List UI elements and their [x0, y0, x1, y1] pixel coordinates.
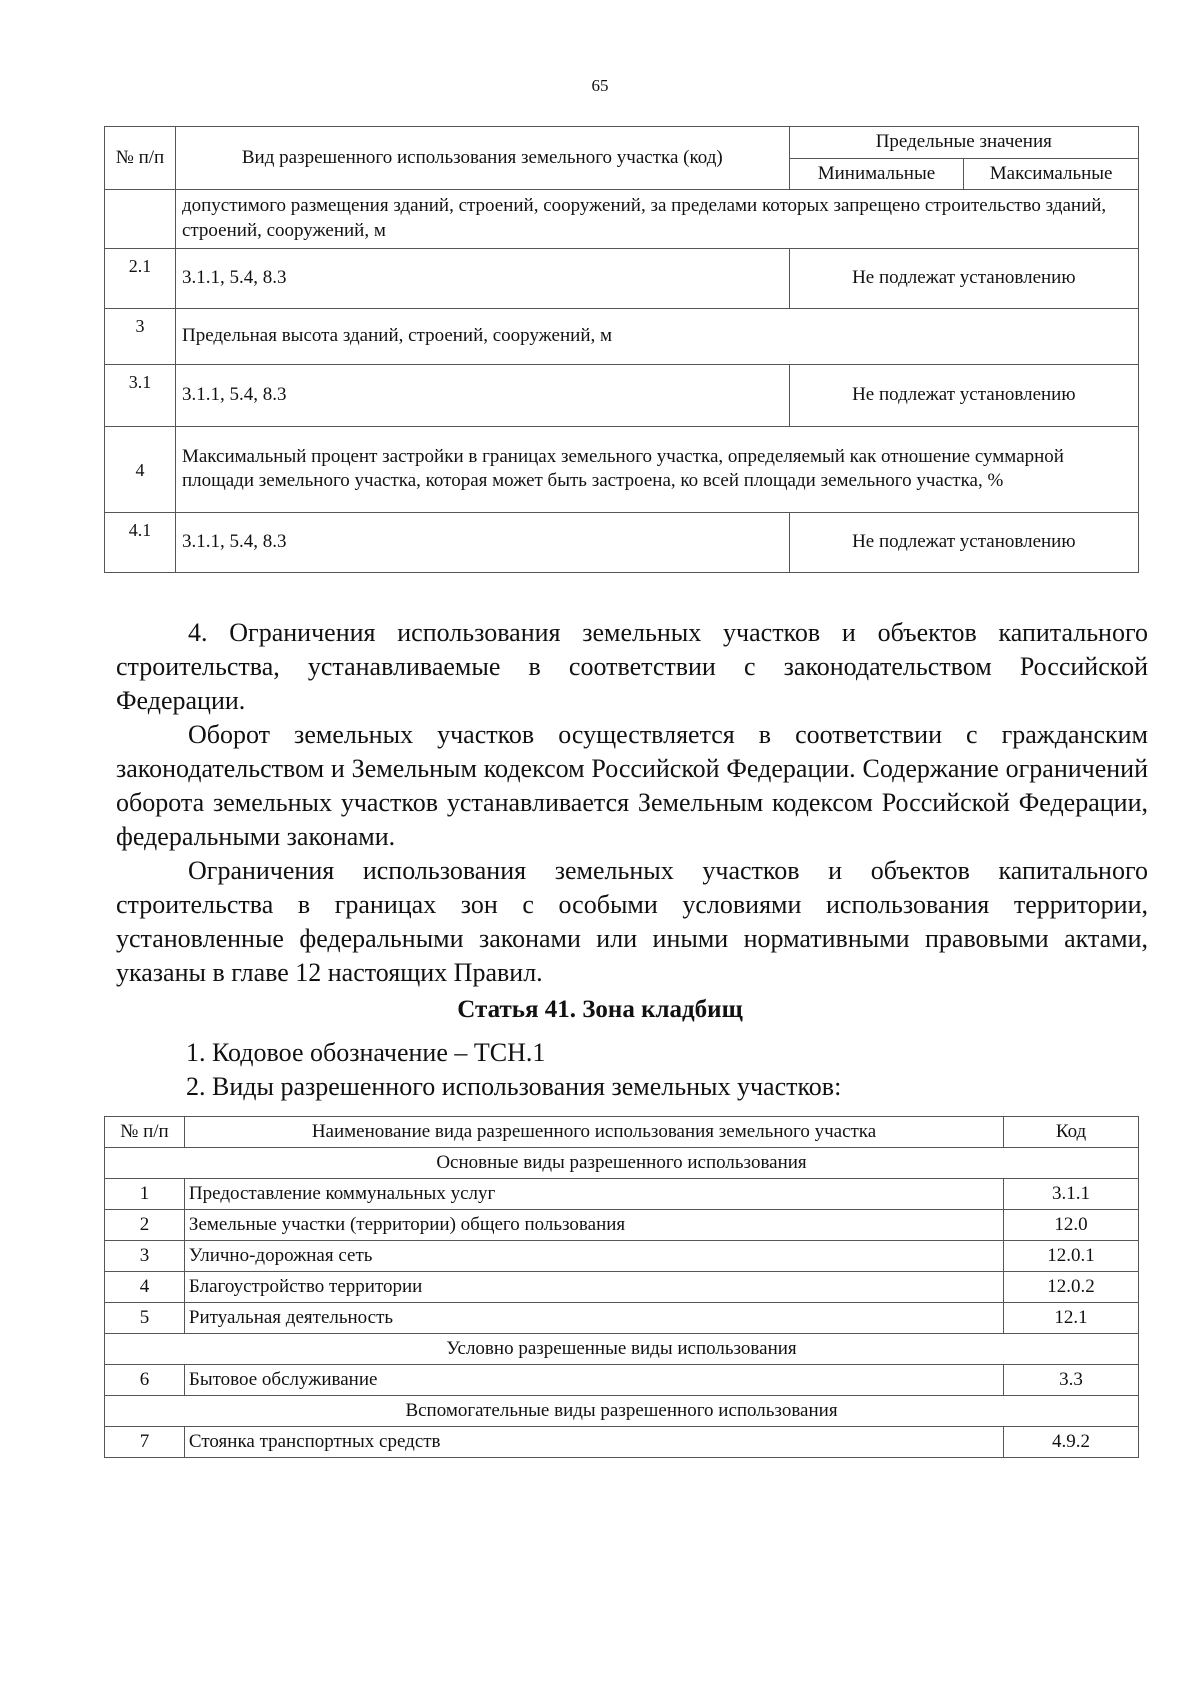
table-row: [105, 190, 1139, 248]
row-codes: 3.1.1, 5.4, 8.3: [175, 512, 789, 572]
row-name: Бытовое обслуживание: [184, 1365, 1003, 1396]
row-codes: 3.1.1, 5.4, 8.3: [175, 364, 789, 426]
row-name: Предоставление коммунальных услуг: [184, 1179, 1003, 1210]
table-row: [105, 1365, 1139, 1396]
limits-table: [104, 126, 1139, 573]
table-row: [105, 1241, 1139, 1272]
row-name: Земельные участки (территории) общего пользования: [184, 1210, 1003, 1241]
page-number: 65: [591, 76, 609, 95]
item-permitted-uses: 2. Виды разрешенного использования земельных участков:: [186, 1072, 842, 1101]
col-code-header: Код: [1004, 1117, 1139, 1148]
table-row: [105, 1303, 1139, 1334]
section-title: Вспомогательные виды разрешенного использования: [105, 1396, 1139, 1427]
table-row: [105, 426, 1139, 512]
table-row: [105, 1179, 1139, 1210]
row-number: 2: [105, 1210, 185, 1241]
row-codes: 3.1.1, 5.4, 8.3: [175, 248, 789, 308]
row-code: 12.1: [1004, 1303, 1139, 1334]
row-number: 7: [105, 1427, 185, 1458]
row-code: 12.0: [1004, 1210, 1139, 1241]
row-number: 3.1: [105, 364, 176, 426]
row-number: 5: [105, 1303, 185, 1334]
item-code-designation: 1. Кодовое обозначение – ТСН.1: [186, 1038, 546, 1067]
row-number: 4.1: [105, 512, 176, 572]
article-items: [186, 1036, 1136, 1104]
section-row: [105, 1396, 1139, 1427]
row-name: Благоустройство территории: [184, 1272, 1003, 1303]
row-number: 3: [105, 1241, 185, 1272]
row-name: Ритуальная деятельность: [184, 1303, 1003, 1334]
col-min-header: Минимальные: [789, 158, 964, 190]
paragraph: Оборот земельных участков осуществляется в соответствии с гражданским законодательством и Земельным кодексом Российской Федерации. Содержание ограничений оборота земельных участков устанавливается Земельным кодексом Российской Федерации, федеральными законами.: [116, 720, 1148, 851]
row-code: 4.9.2: [1004, 1427, 1139, 1458]
body-text: [116, 616, 1148, 990]
permitted-uses-table: [104, 1116, 1139, 1458]
row-name: Стоянка транспортных средств: [184, 1427, 1003, 1458]
table-row: [105, 1210, 1139, 1241]
paragraph: 4. Ограничения использования земельных участков и объектов капитального строительства, устанавливаемые в соответствии с законодательством Российской Федерации.: [116, 618, 1148, 715]
paragraph: Ограничения использования земельных участков и объектов капитального строительства в границах зон с особыми условиями использования территории, установленные федеральными законами или иными нормативными правовыми актами, указаны в главе 12 настоящих Правил.: [116, 856, 1148, 987]
section-row: [105, 1148, 1139, 1179]
table-row: [105, 364, 1139, 426]
row-number: [105, 190, 176, 248]
col-num-header: № п/п: [105, 1117, 185, 1148]
row-number: 2.1: [105, 248, 176, 308]
row-number: 1: [105, 1179, 185, 1210]
table-row: [105, 308, 1139, 364]
section-title: Основные виды разрешенного использования: [105, 1148, 1139, 1179]
limits-table-body: [105, 190, 1139, 572]
row-number: 4: [105, 426, 176, 512]
col-type-header: Вид разрешенного использования земельного участка (код): [175, 127, 789, 190]
row-description: Предельная высота зданий, строений, сооружений, м: [175, 308, 1138, 364]
row-code: 3.3: [1004, 1365, 1139, 1396]
table-row: [105, 248, 1139, 308]
row-code: 12.0.1: [1004, 1241, 1139, 1272]
row-limit-value: Не подлежат установлению: [789, 248, 1138, 308]
table-row: [105, 1427, 1139, 1458]
permitted-uses-table-body: [105, 1148, 1139, 1458]
col-num-header: № п/п: [105, 127, 176, 190]
col-limits-header: Предельные значения: [789, 127, 1138, 159]
row-limit-value: Не подлежат установлению: [789, 512, 1138, 572]
row-limit-value: Не подлежат установлению: [789, 364, 1138, 426]
row-number: 3: [105, 308, 176, 364]
row-description: допустимого размещения зданий, строений, сооружений, за пределами которых запрещено строительство зданий, строений, сооружений, м: [175, 190, 1138, 248]
row-code: 3.1.1: [1004, 1179, 1139, 1210]
col-name-header: Наименование вида разрешенного использования земельного участка: [184, 1117, 1003, 1148]
row-name: Улично-дорожная сеть: [184, 1241, 1003, 1272]
row-number: 6: [105, 1365, 185, 1396]
section-row: [105, 1334, 1139, 1365]
article-title: Статья 41. Зона кладбищ: [457, 996, 743, 1023]
row-code: 12.0.2: [1004, 1272, 1139, 1303]
row-number: 4: [105, 1272, 185, 1303]
col-max-header: Максимальные: [964, 158, 1139, 190]
section-title: Условно разрешенные виды использования: [105, 1334, 1139, 1365]
table-row: [105, 512, 1139, 572]
table-row: [105, 1272, 1139, 1303]
row-description: Максимальный процент застройки в границах земельного участка, определяемый как отношение суммарной площади земельного участка, которая может быть застроена, ко всей площади земельного участка, %: [175, 426, 1138, 512]
